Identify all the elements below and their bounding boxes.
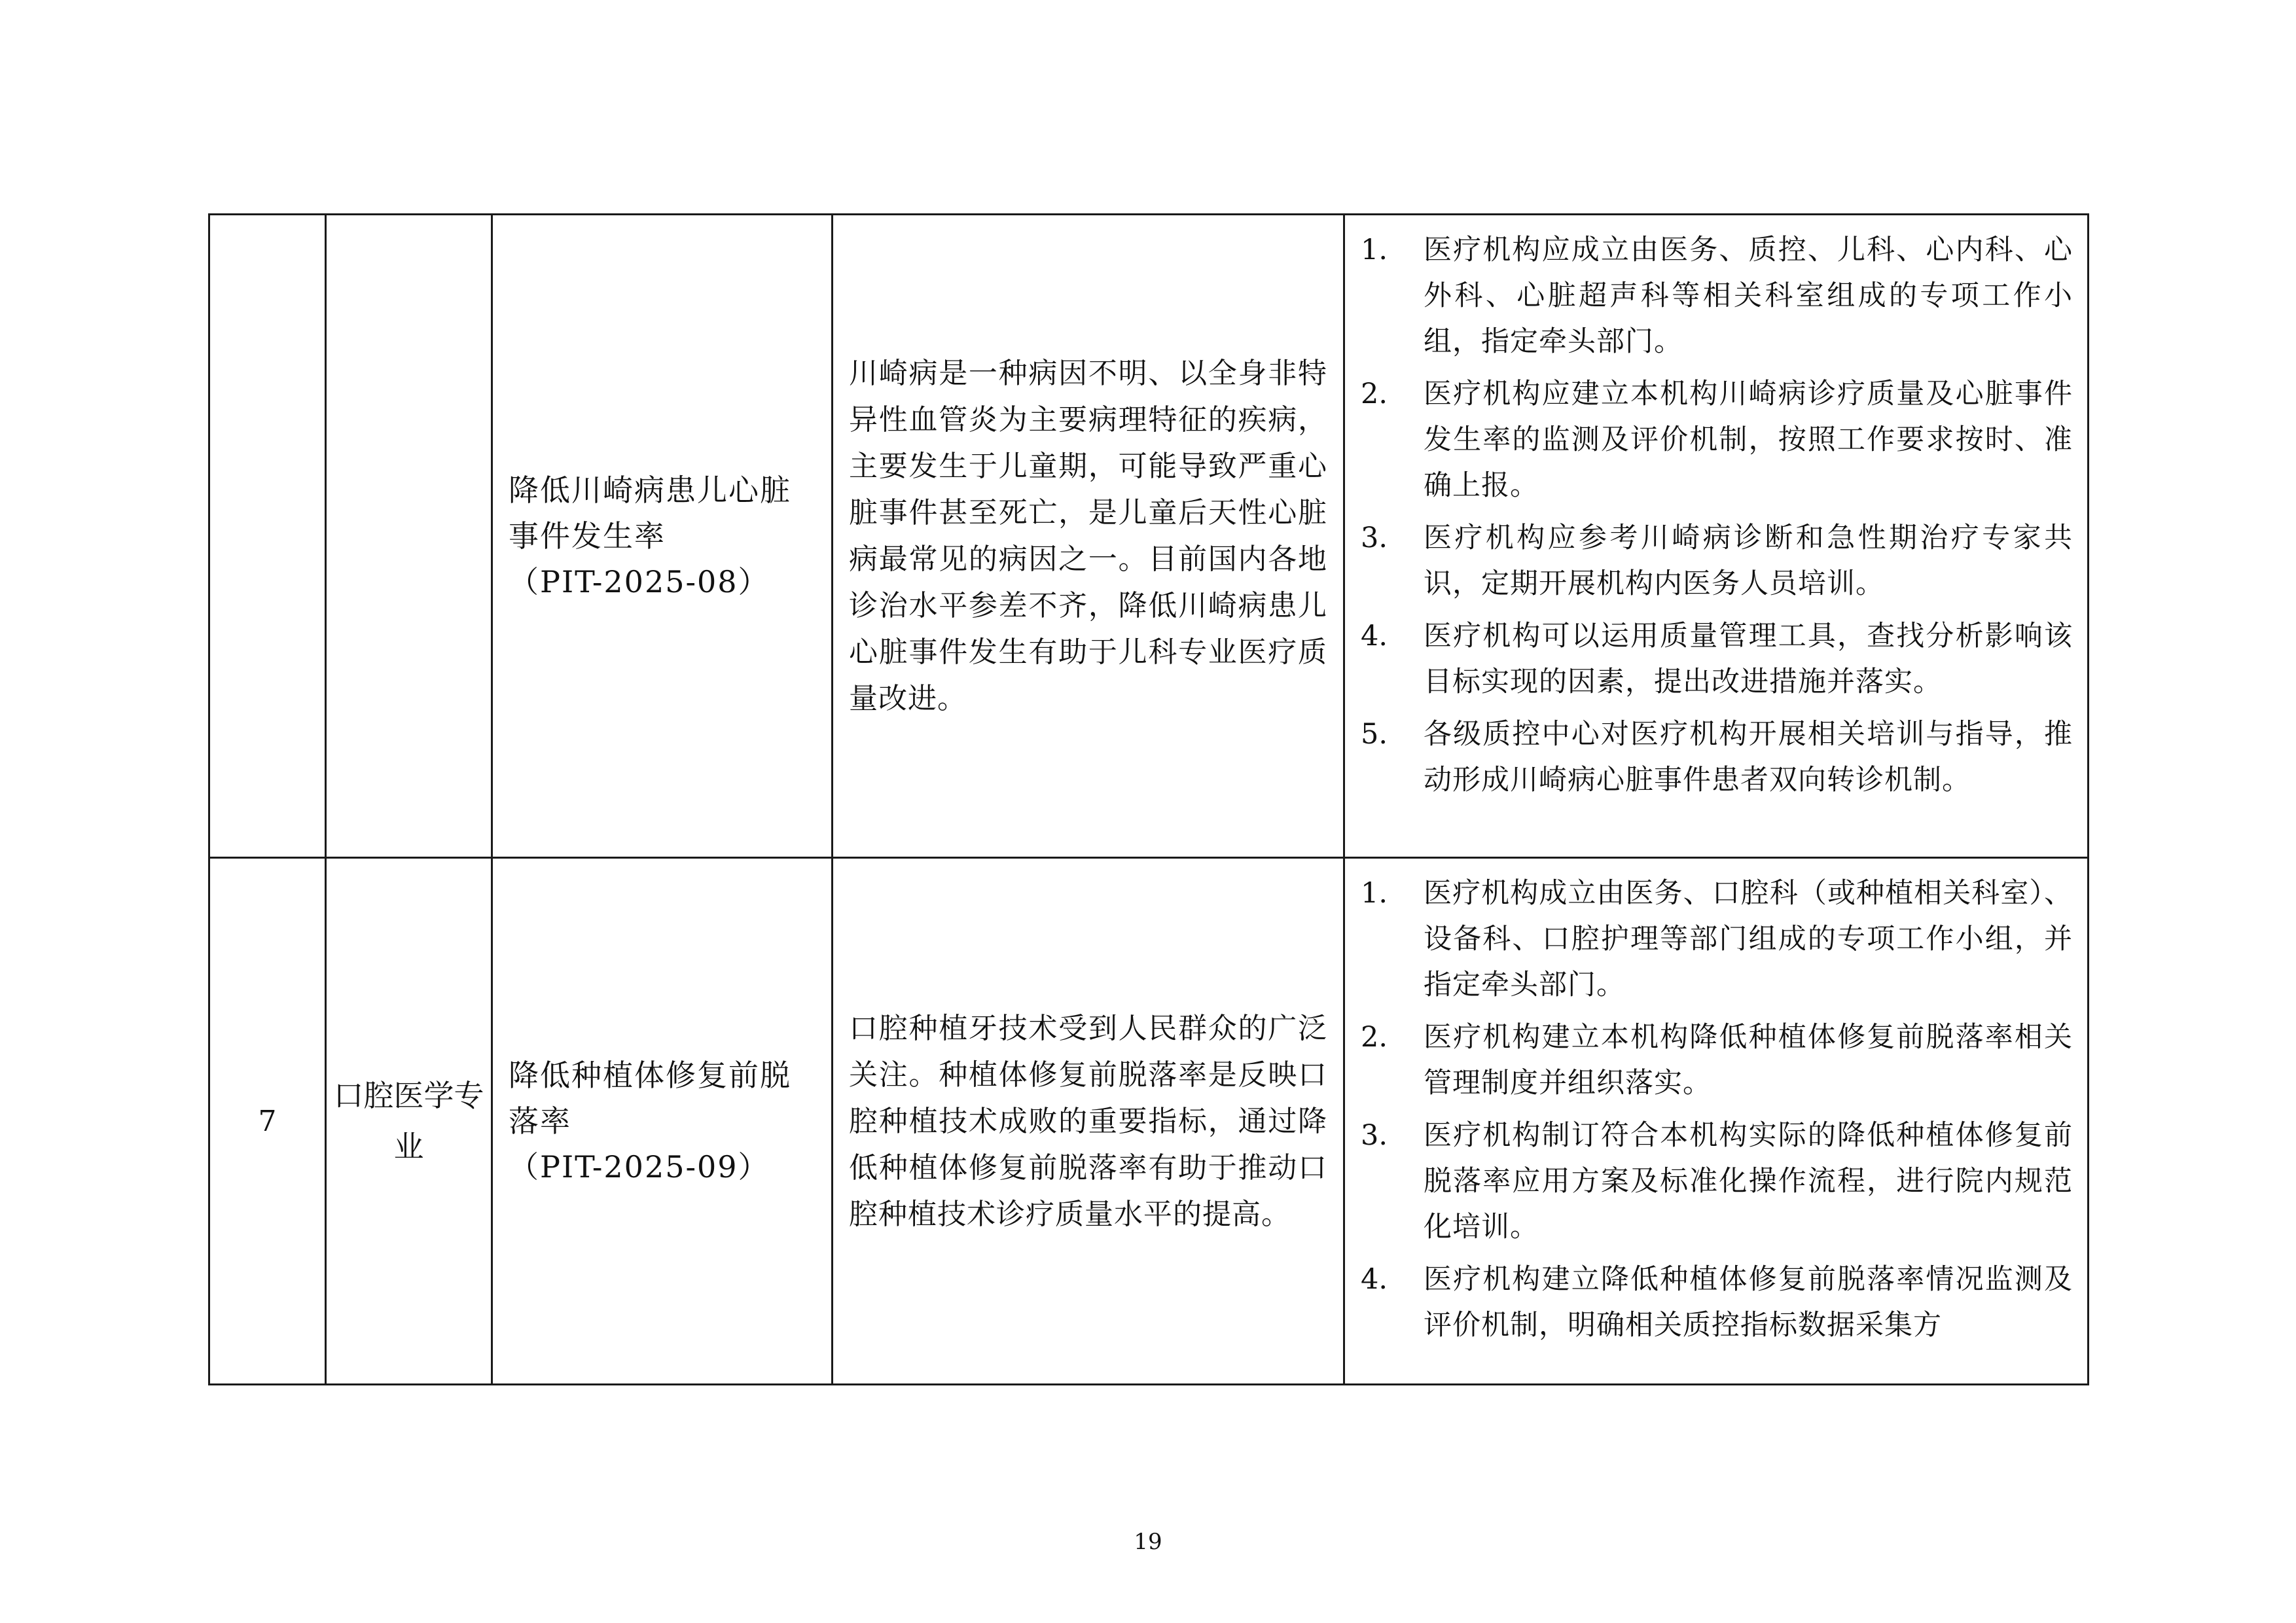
goal-code: （PIT-2025-09） xyxy=(509,1149,770,1185)
measure-number: 3. xyxy=(1361,1119,1388,1152)
measure-text: 各级质控中心对医疗机构开展相关培训与指导，推动形成川崎病心脏事件患者双向转诊机制。 xyxy=(1424,718,2073,796)
list-item xyxy=(1359,371,2073,508)
measure-text: 医疗机构可以运用质量管理工具，查找分析影响该目标实现的因素，提出改进措施并落实。 xyxy=(1424,620,2073,698)
row-number-cell: 7 xyxy=(209,858,326,1385)
table-row-dental-implant xyxy=(209,858,2089,1385)
goal-cell xyxy=(492,215,833,858)
goal-title: 降低种植体修复前脱落率 xyxy=(509,1058,791,1139)
measures-cell xyxy=(1344,858,2089,1385)
page-number: 19 xyxy=(1134,1529,1162,1555)
measure-text: 医疗机构建立降低种植体修复前脱落率情况监测及评价机制，明确相关质控指标数据采集方 xyxy=(1424,1263,2073,1342)
list-item xyxy=(1359,870,2073,1008)
specialty-cell: 口腔医学专业 xyxy=(326,858,492,1385)
table-row-kawasaki xyxy=(209,215,2089,858)
specialty-cell xyxy=(326,215,492,858)
measure-text: 医疗机构应参考川崎病诊断和急性期治疗专家共识，定期开展机构内医务人员培训。 xyxy=(1424,522,2073,600)
list-item xyxy=(1359,227,2073,365)
measures-cell xyxy=(1344,215,2089,858)
background-cell: 口腔种植牙技术受到人民群众的广泛关注。种植体修复前脱落率是反映口腔种植技术成败的重要指标，通过降低种植体修复前脱落率有助于推动口腔种植技术诊疗质量水平的提高。 xyxy=(833,858,1344,1385)
measure-text: 医疗机构建立本机构降低种植体修复前脱落率相关管理制度并组织落实。 xyxy=(1424,1021,2073,1099)
measure-text: 医疗机构应成立由医务、质控、儿科、心内科、心外科、心脏超声科等相关科室组成的专项工作小组，指定牵头部门。 xyxy=(1424,234,2073,358)
measure-number: 1. xyxy=(1361,234,1388,266)
goal-title: 降低川崎病患儿心脏事件发生率 xyxy=(509,473,791,554)
measure-text: 医疗机构成立由医务、口腔科（或种植相关科室）、设备科、口腔护理等部门组成的专项工作小组，并指定牵头部门。 xyxy=(1424,877,2073,1001)
measure-number: 4. xyxy=(1361,620,1388,652)
measure-number: 1. xyxy=(1361,877,1388,910)
background-cell: 川崎病是一种病因不明、以全身非特异性血管炎为主要病理特征的疾病，主要发生于儿童期，可能导致严重心脏事件甚至死亡，是儿童后天性心脏病最常见的病因之一。目前国内各地诊治水平参差不齐，降低川崎病患儿心脏事件发生有助于儿科专业医疗质量改进。 xyxy=(833,215,1344,858)
measures-list xyxy=(1359,870,2073,1348)
list-item xyxy=(1359,1113,2073,1250)
measure-number: 3. xyxy=(1361,522,1388,554)
measure-text: 医疗机构应建立本机构川崎病诊疗质量及心脏事件发生率的监测及评价机制，按照工作要求按时、准确上报。 xyxy=(1424,378,2073,502)
goal-cell xyxy=(492,858,833,1385)
measure-number: 2. xyxy=(1361,378,1388,410)
measure-number: 5. xyxy=(1361,718,1388,751)
list-item xyxy=(1359,1257,2073,1348)
measures-list xyxy=(1359,227,2073,803)
measure-number: 4. xyxy=(1361,1263,1388,1296)
measure-number: 2. xyxy=(1361,1021,1388,1054)
row-number-cell xyxy=(209,215,326,858)
list-item xyxy=(1359,515,2073,607)
list-item xyxy=(1359,613,2073,705)
list-item xyxy=(1359,1014,2073,1106)
measure-text: 医疗机构制订符合本机构实际的降低种植体修复前脱落率应用方案及标准化操作流程，进行院内规范化培训。 xyxy=(1424,1119,2073,1243)
list-item xyxy=(1359,711,2073,803)
quality-goals-table xyxy=(208,213,2089,1385)
goal-code: （PIT-2025-08） xyxy=(509,564,770,599)
